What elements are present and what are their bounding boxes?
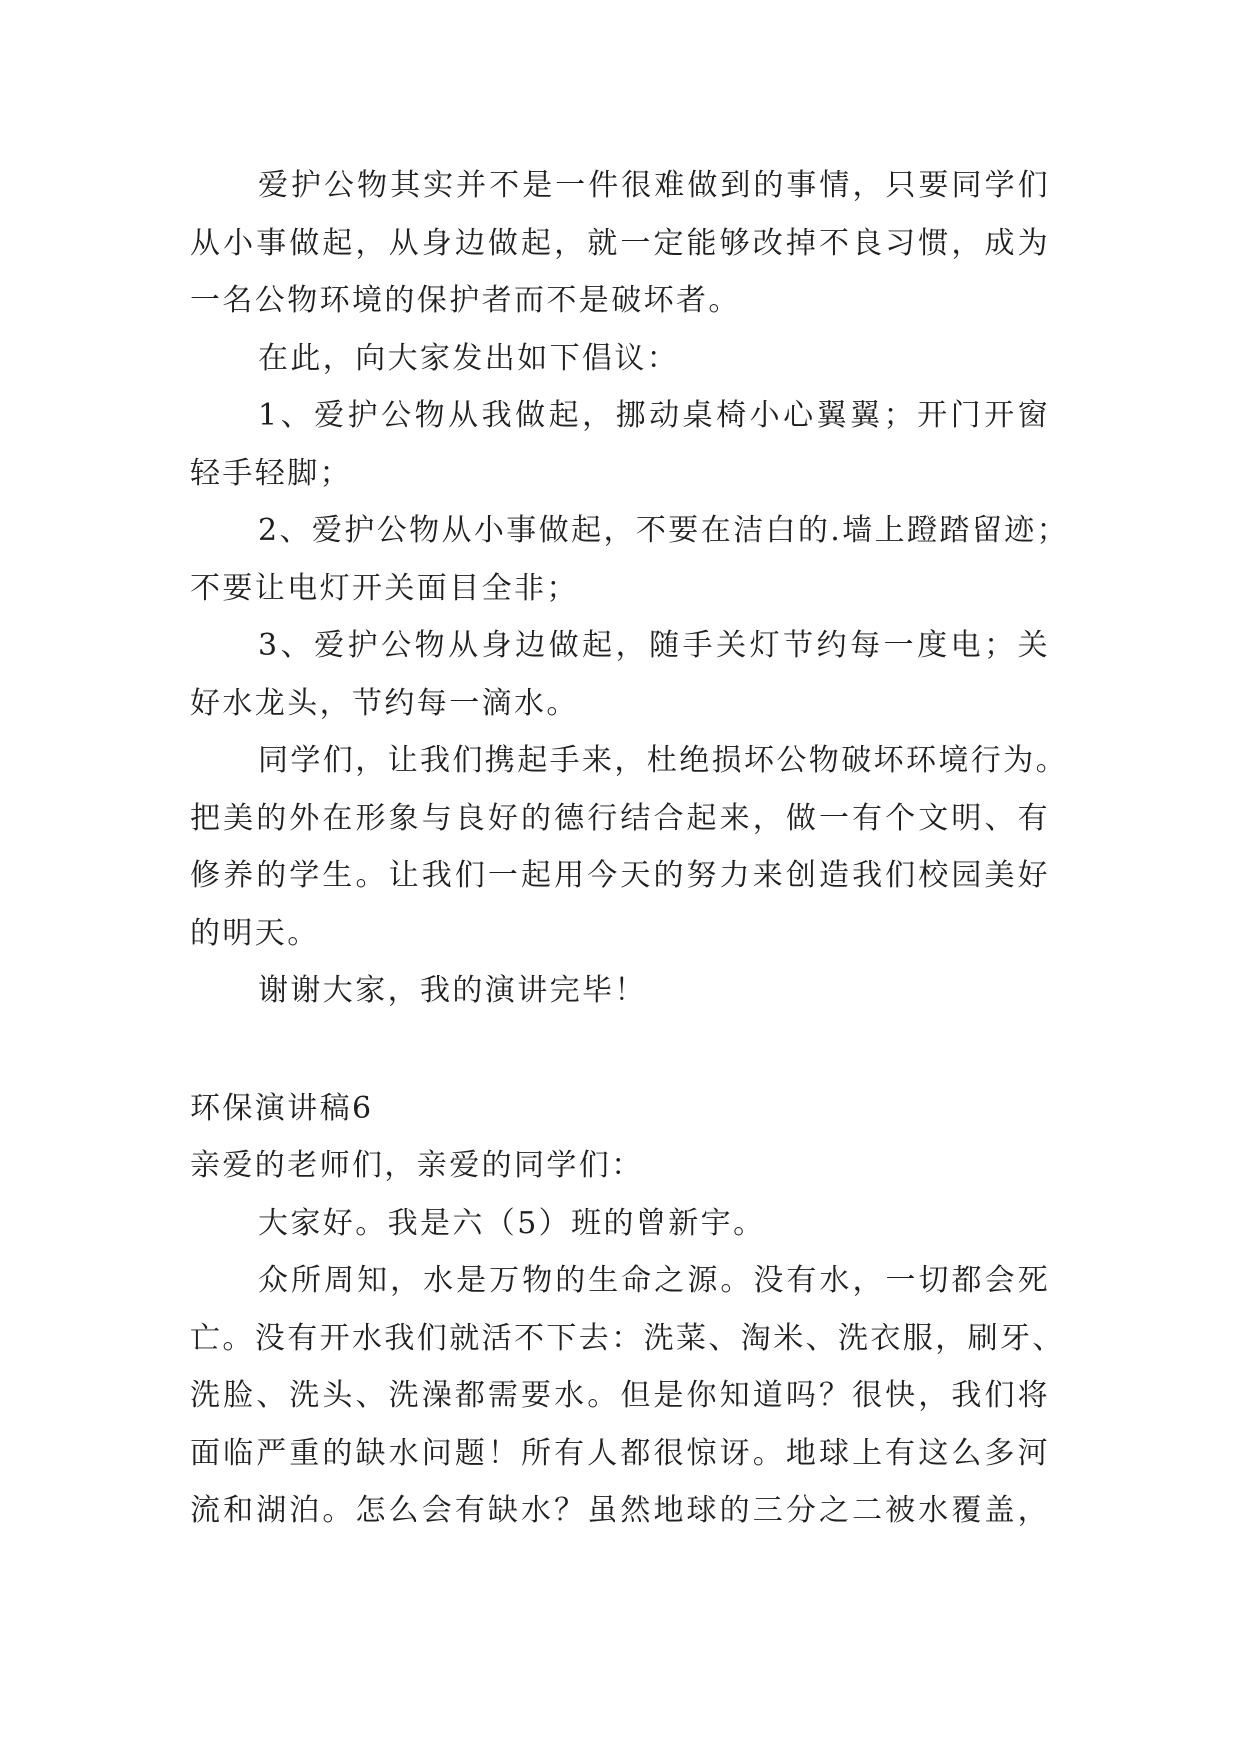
text-line: 亡。没有开水我们就活不下去：洗菜、淘米、洗衣服，刷牙、 — [190, 1320, 1065, 1356]
text-line: 不要让电灯开关面目全非； — [190, 570, 579, 606]
proposal-item-2 — [190, 502, 1070, 617]
text-line: 3、爱护公物从身边做起，随手关灯节约每一度电；关 — [258, 628, 1050, 663]
text-line: 2、爱护公物从小事做起，不要在洁白的.墙上蹬踏留迹； — [258, 513, 1070, 548]
section-title: 环保演讲稿6 — [190, 1090, 374, 1126]
text-line: 流和湖泊。怎么会有缺水？虽然地球的三分之二被水覆盖， — [190, 1493, 1050, 1528]
section-gap — [190, 1020, 1050, 1080]
text-line: 大家好。我是六（5）班的曾新宇。 — [258, 1205, 766, 1241]
document-page — [190, 157, 1070, 1540]
text-line: 在此，向大家发出如下倡议： — [258, 340, 680, 376]
text-line: 好水龙头，节约每一滴水。 — [190, 685, 579, 721]
text-line: 把美的外在形象与良好的德行结合起来，做一有个文明、有 — [190, 800, 1050, 836]
paragraph-closing — [190, 962, 1050, 1020]
paragraph-water-source — [190, 1252, 1065, 1540]
text-line: 轻手轻脚； — [190, 455, 352, 491]
text-line: 的明天。 — [190, 915, 320, 951]
text-line: 一名公物环境的保护者而不是破坏者。 — [190, 283, 741, 318]
text-line: 同学们，让我们携起手来，杜绝损坏公物破坏环境行为。 — [258, 743, 1068, 778]
text-line: 从小事做起，从身边做起，就一定能够改掉不良习惯，成为 — [190, 225, 1050, 261]
text-line: 修养的学生。让我们一起用今天的努力来创造我们校园美好 — [190, 858, 1050, 893]
text-line: 众所周知，水是万物的生命之源。没有水，一切都会死 — [258, 1263, 1050, 1298]
paragraph-call-to-action — [190, 732, 1068, 962]
paragraph-protect-property — [190, 157, 1050, 330]
proposal-item-1 — [190, 387, 1050, 502]
text-line: 面临严重的缺水问题！所有人都很惊讶。地球上有这么多河 — [190, 1435, 1050, 1471]
text-line: 1、爱护公物从我做起，挪动桌椅小心翼翼；开门开窗 — [258, 398, 1050, 433]
text-line: 爱护公物其实并不是一件很难做到的事情，只要同学们 — [258, 168, 1050, 203]
paragraph-proposal-intro — [190, 330, 1050, 388]
paragraph-greeting — [190, 1195, 1050, 1253]
text-line: 洗脸、洗头、洗澡都需要水。但是你知道吗？很快，我们将 — [190, 1378, 1050, 1413]
salutation: 亲爱的老师们，亲爱的同学们： — [190, 1148, 644, 1183]
text-line: 谢谢大家，我的演讲完毕！ — [258, 973, 647, 1008]
proposal-item-3 — [190, 617, 1050, 732]
